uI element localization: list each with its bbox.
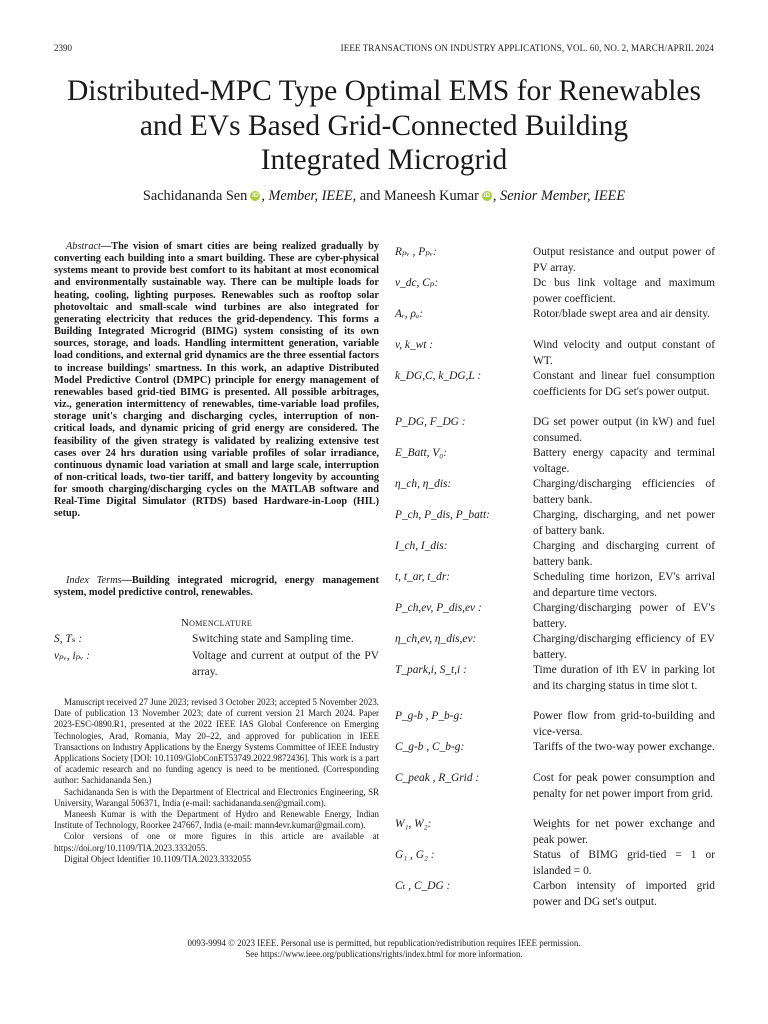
nomenclature-definition: Carbon intensity of imported grid power and DG set's output.: [533, 880, 715, 908]
title-line: Distributed-MPC Type Optimal EMS for Renewables: [66, 75, 702, 107]
nomenclature-symbol: t, t_ar, t_dr:: [395, 571, 451, 583]
doi-note: Digital Object Identifier 10.1109/TIA.2023.3332055: [64, 853, 251, 864]
author-1-name: Sachidananda Sen: [142, 188, 248, 204]
nomenclature-symbol: I_ch, I_dis:: [395, 540, 448, 552]
title-line: Integrated Microgrid: [260, 144, 508, 176]
nomenclature-definition: Charging/discharging efficiency of EV battery.: [533, 633, 715, 661]
nomenclature-definition: Charging/discharging power of EV's battery.: [533, 602, 715, 630]
author-2-name: and Maneesh Kumar: [356, 188, 479, 204]
title-line: and EVs Based Grid-Connected Building: [139, 109, 629, 142]
nomenclature-definition: Switching state and Sampling time.: [192, 633, 354, 645]
author-2-grade: , Senior Member, IEEE: [492, 188, 626, 204]
nomenclature-symbol: G₁ , G₂ :: [395, 849, 435, 861]
copyright-line: 0093-9994 © 2023 IEEE. Personal use is permitted, but republication/redistribution requires IEEE permission.: [187, 938, 581, 948]
nomenclature-symbol: vₚᵥ, iₚᵥ :: [54, 650, 91, 662]
nomenclature-symbol: P_ch,ev, P_dis,ev :: [395, 602, 482, 614]
nomenclature-definition: Battery energy capacity and terminal voltage.: [533, 447, 715, 475]
nomenclature-definition: Charging/discharging efficiencies of battery bank.: [533, 478, 715, 506]
nomenclature-symbol: S, Tₛ :: [54, 633, 83, 645]
nomenclature-symbol: P_g-b , P_b-g:: [395, 710, 464, 722]
journal-header: IEEE TRANSACTIONS ON INDUSTRY APPLICATIONS, VOL. 60, NO. 2, MARCH/APRIL 2024: [340, 43, 714, 53]
nomenclature-symbol: k_DG,C, k_DG,L :: [395, 370, 482, 382]
author-1-affiliation: Sachidananda Sen is with the Department of Electrical and Electronics Engineering, SR University, Warangal 506371, India (e-mail: sachidananda.sen@gmail.com).: [54, 786, 379, 808]
orcid-icon[interactable]: iD: [252, 192, 259, 199]
nomenclature-definition: Power flow from grid-to-building and vice-versa.: [533, 710, 715, 738]
nomenclature-definition: Rotor/blade swept area and air density.: [533, 308, 711, 320]
nomenclature-definition: Status of BIMG grid-tied = 1 or islanded = 0.: [533, 849, 715, 877]
nomenclature-symbol: Aᵣ, ρₐ:: [395, 308, 424, 320]
copyright-footer: [40, 938, 728, 961]
author-2-affiliation: Maneesh Kumar is with the Department of Hydro and Renewable Energy, Indian Institute of Technology, Roorkee 247667, India (e-mail: mann4evr.kumar@gmail.com).: [54, 809, 379, 831]
nomenclature-definition: Output resistance and output power of PV array.: [533, 246, 715, 274]
nomenclature-definition: Voltage and current at output of the PV array.: [192, 650, 379, 678]
manuscript-note: Manuscript received 27 June 2023; revised 3 October 2023; accepted 5 November 2023. Date of publication 13 November 2023; date of current version 21 March 2024. Paper 2023-ESC-0890.R1, presented at the 2022 IEEE IAS Global Conference on Emerging Technologies, Arad, Romania, May 20–22, and approved for publication in IEEE Transactions on Industry Applications by the Energy Systems Committee of IEEE Industry Applications Society [DOI: 10.1109/GlobConET53749.2022.9872436]. This work is a part of academic research and no funding agency is need to be mentioned. (Corresponding author: Sachidananda Sen.): [54, 697, 379, 786]
nomenclature-symbol: η_ch, η_dis:: [395, 478, 452, 490]
index-terms: [54, 575, 379, 599]
nomenclature-symbol: v, k_wt :: [395, 339, 434, 351]
nomenclature-definition: DG set power output (in kW) and fuel consumed.: [533, 416, 715, 444]
nomenclature-symbol: P_DG, F_DG :: [395, 416, 466, 428]
nomenclature-symbol: v_dc, Cₚ:: [395, 277, 439, 289]
nomenclature-symbol: η_ch,ev, η_dis,ev:: [395, 633, 477, 645]
abstract-label: Abstract: [66, 241, 101, 252]
color-versions-note: Color versions of one or more figures in this article are available at https://doi.org/10.1109/TIA.2023.3332055.: [54, 831, 379, 853]
rights-link-line: See https://www.ieee.org/publications/rights/index.html for more information.: [245, 949, 523, 960]
nomenclature-symbol: C_peak , R_Grid :: [395, 772, 480, 784]
nomenclature-symbol: T_park,i, S_t,i :: [395, 664, 467, 676]
nomenclature-definition: Constant and linear fuel consumption coefficients for DG set's power output.: [533, 370, 715, 398]
index-terms-label: Index Terms: [66, 575, 122, 586]
abstract-text: —The vision of smart cities are being realized gradually by converting each building into a smart building. These are cyber-physical systems meant to provide best comfort to its habitant at most economical and environmentally sustainable way. There can be multiple loads for heating, cooling, lighting purposes. Renewables such as rooftop solar photovoltaic and small-scale wind turbines are also integrated for generating electricity that reduces the grid-dependency. This forms a Building Integrated Microgrid (BIMG) system consisting of its own sources, storage, and loads. Handling intermittent generation, variable load conditions, and external grid dynamics are the three essential factors to increase buildings' smartness. In this work, an adaptive Distributed Model Predictive Control (DMPC) principle for energy management of renewables based grid-tied BIMG is presented. All possible arbitrages, viz., generation intermittency of renewables, time-variable load profiles, storage unit's charging and discharging cycles, interruption of non-critical loads, and dynamic pricing of grid energy are considered. The feasibility of the given strategy is validated by realizing extensive test cases over 24 hrs duration using variable profiles of solar irradiance, continuous dynamic load variation at small and large scale, interruption of non-critical loads, two-tier tariff, and battery longevity by accounting for smooth charging/discharging cycles on the MATLAB software and Real-Time Digital Simulator (RTDS) based Hardware-in-Loop (HIL) setup.: [54, 241, 379, 520]
nomenclature-symbol: W₁, W₂:: [395, 818, 432, 830]
nomenclature-symbol: Cₜ , C_DG :: [395, 880, 451, 892]
footnotes: [54, 697, 379, 865]
abstract: [54, 241, 379, 521]
index-terms-text: —Building integrated microgrid, energy management system, model predictive control, renewables.: [54, 575, 379, 599]
nomenclature-definition: Wind velocity and output constant of WT.: [533, 339, 715, 367]
nomenclature-definition: Tariffs of the two-way power exchange.: [533, 741, 715, 753]
paper-title: [40, 74, 728, 178]
author-line: [40, 188, 728, 205]
nomenclature-symbol: E_Batt, V₀:: [395, 447, 448, 459]
nomenclature-definition: Charging, discharging, and net power of battery bank.: [533, 509, 715, 537]
nomenclature-symbol: P_ch, P_dis, P_batt:: [395, 509, 490, 521]
nomenclature-symbol: C_g-b , C_b-g:: [395, 741, 465, 753]
author-1-grade: , Member, IEEE,: [261, 188, 357, 204]
page-number: 2390: [54, 43, 72, 53]
nomenclature-definition: Dc bus link voltage and maximum power coefficient.: [533, 277, 715, 305]
nomenclature-definition: Scheduling time horizon, EV's arrival and departure time vectors.: [533, 571, 715, 599]
nomenclature-heading: Nomenclature: [180, 617, 253, 629]
nomenclature-definition: Cost for peak power consumption and penalty for net power import from grid.: [533, 772, 715, 800]
nomenclature-definition: Weights for net power exchange and peak power.: [533, 818, 715, 846]
nomenclature-definition: Time duration of ith EV in parking lot and its charging status in time slot t.: [533, 664, 715, 692]
nomenclature-symbol: Rₚᵥ , Pₚᵥ:: [395, 246, 437, 258]
nomenclature-definition: Charging and discharging current of battery bank.: [533, 540, 715, 568]
orcid-icon[interactable]: iD: [483, 192, 491, 199]
